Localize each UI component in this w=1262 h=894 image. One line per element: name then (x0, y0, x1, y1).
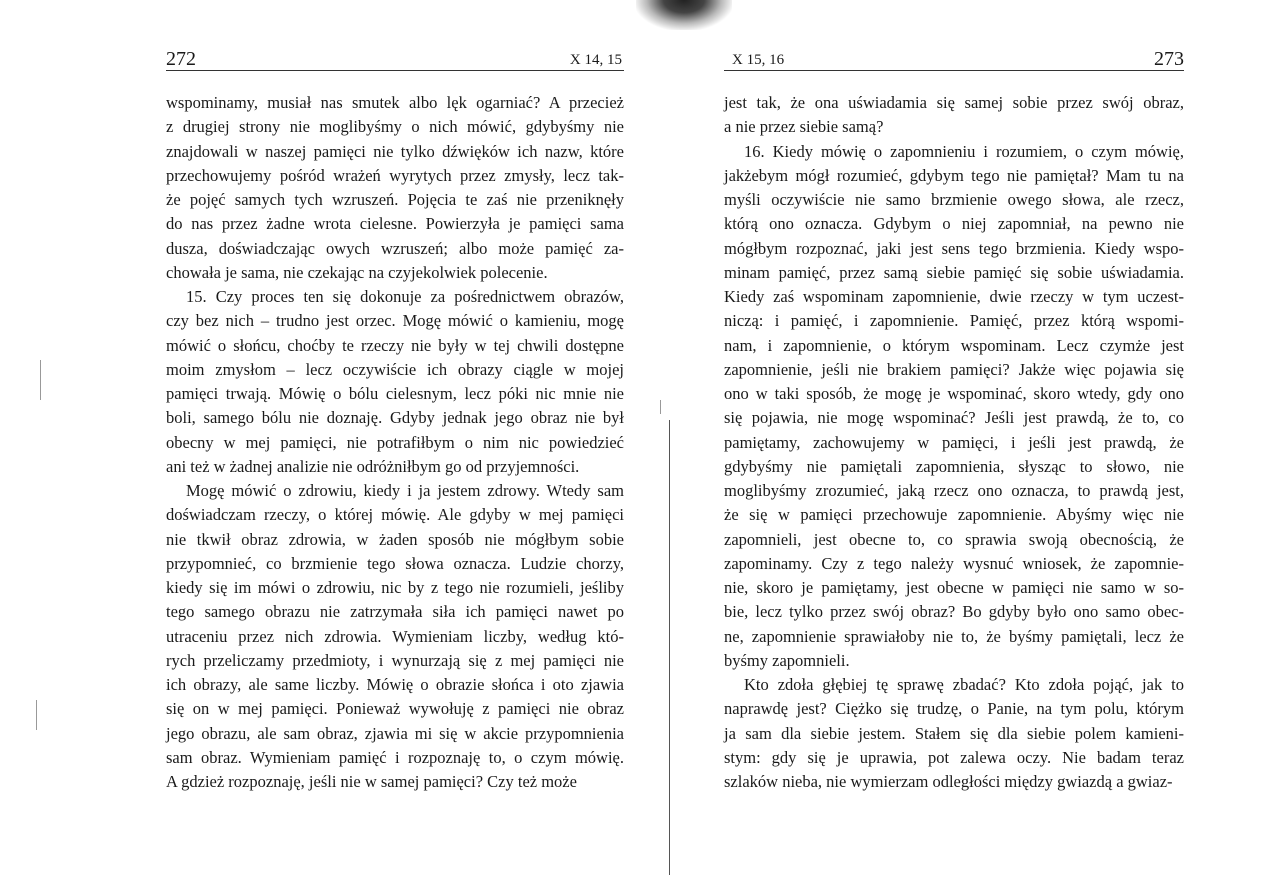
text-line: jest tak, że ona uświadamia się samej sobie przez swój obraz, (724, 93, 1184, 112)
right-page-text (724, 91, 1184, 794)
text-line: 16. Kiedy mówię o zapomnieniu i rozumiem, o czym mówię, (744, 141, 1184, 161)
text-line: chowała je sama, nie czekając na czyjekolwiek polecenie. (166, 262, 548, 282)
header-rule (724, 70, 1184, 71)
running-head: X 15, 16 (732, 52, 785, 68)
text-line: że pojęć samych tych wzruszeń. Pojęcia te zaś nie przeniknęły (166, 190, 624, 209)
text-line: zapomnieli, jest obecne to, co sprawia swoją obecnością, że (724, 529, 1184, 549)
text-line: nie tkwił obraz zdrowia, w żaden sposób nie mógłbym sobie (166, 529, 624, 549)
text-line: mówić o słońcu, choćby te rzeczy nie były w tej chwili dostępne (166, 335, 624, 355)
text-line: Kto zdoła głębiej tę sprawę zbadać? Kto zdoła pojąć, jak to (744, 675, 1184, 694)
text-line: zapomnienie, jeśli nie brakiem pamięci? Jakże więc pojawia się (724, 359, 1184, 379)
text-line: nam, i zapomnienie, o którym wspominam. Lecz czymże jest (724, 335, 1184, 355)
text-line: z drugiej strony nie moglibyśmy o nich mówić, gdybyśmy nie (166, 117, 624, 137)
scan-gutter-shadow (636, 0, 732, 30)
text-line: byśmy zapomnieli. (724, 650, 850, 670)
text-line: ono w taki sposób, że mogę je wspominać, skoro wtedy, gdy ono (724, 384, 1184, 403)
scan-speck (660, 400, 661, 414)
text-line: mógłbym rozpoznać, jaki jest sens tego brzmienia. Kiedy wspo- (724, 238, 1184, 258)
text-line: sam obraz. Wymieniam pamięć i rozpoznaję to, o czym mówię. (166, 747, 624, 767)
page-number: 273 (1154, 48, 1184, 70)
text-line: A gdzież rozpoznaję, jeśli nie w samej pamięci? Czy też może (166, 772, 577, 791)
text-line: do nas przez żadne wrota cielesne. Powierzyła je pamięci sama (166, 214, 624, 234)
text-line: jego obrazu, ale sam obraz, zjawia mi się w akcie przypomnienia (166, 723, 624, 743)
text-line: pamięci trwają. Mówię o bólu cielesnym, lecz póki nic mnie nie (166, 384, 624, 403)
text-line: nie, skoro je pamiętamy, jest obecne w pamięci nie samo w so- (724, 578, 1184, 597)
left-page-header (166, 48, 624, 72)
text-line: przechowujemy pośród wrażeń wyrytych przez zmysły, lecz tak- (166, 165, 624, 185)
text-line: ja sam dla siebie jestem. Stałem się dla siebie polem kamieni- (724, 723, 1184, 743)
text-line: że się w pamięci przechowuje zapomnienie. Abyśmy więc nie (724, 505, 1184, 525)
text-line: stym: gdy się je uprawia, pot zalewa oczy. Nie badam teraz (724, 747, 1184, 767)
page-number: 272 (166, 48, 196, 70)
text-line: szlaków nieba, nie wymierzam odległości między gwiazdą a gwiaz- (724, 772, 1173, 791)
text-line: przypomnieć, co brzmienie tego słowa oznacza. Ludzie chorzy, (166, 553, 624, 573)
text-line: moglibyśmy zrozumieć, jaką rzecz ono oznacza, to prawdą jest, (724, 481, 1184, 500)
right-page-header (724, 48, 1184, 72)
text-line: tego samego obrazu nie zatrzymała siła ich pamięci nawet po (166, 602, 624, 622)
text-line: ani też w żadnej analizie nie odróżniłbym go od przyjemności. (166, 456, 580, 476)
text-line: niczą: i pamięć, i zapomnienie. Pamięć, przez którą wspomi- (724, 311, 1184, 331)
text-line: jakżebym mógł rozumieć, gdybym tego nie pamiętał? Mam tu na (724, 165, 1184, 185)
left-page-text (166, 91, 624, 794)
text-line: ich obrazy, ale same liczby. Mówię o obrazie słońca i oto zjawia (166, 675, 624, 694)
text-line: gdybyśmy nie pamiętali zapomnienia, słysząc to słowo, nie (724, 456, 1184, 476)
text-line: którą ono oznacza. Gdybym o niej zapomniał, na pewno nie (724, 214, 1184, 234)
text-line: Mogę mówić o zdrowiu, kiedy i ja jestem zdrowy. Wtedy sam (186, 481, 624, 500)
text-line: a nie przez siebie samą? (724, 117, 884, 137)
text-line: naprawdę jest? Ciężko się trudzę, o Panie, na tym polu, którym (724, 699, 1184, 719)
text-line: wspominamy, musiał nas smutek albo lęk ogarniać? A przecież (166, 93, 624, 112)
text-line: dusza, doświadczając owych wzruszeń; albo może pamięć za- (166, 238, 624, 258)
text-line: kiedy się im mówi o zdrowiu, nic by z tego nie rozumieli, jeśliby (166, 578, 624, 597)
scan-gutter-line (669, 420, 670, 875)
text-line: pamiętamy, zachowujemy w pamięci, i jeśli jest prawdą, że (724, 432, 1184, 452)
text-line: ne, zapomnienie sprawiałoby nie to, że byśmy pamiętali, lecz że (724, 626, 1184, 646)
text-line: 15. Czy proces ten się dokonuje za pośrednictwem obrazów, (186, 287, 624, 306)
text-line: moim zmysłom – lecz oczywiście ich obrazy ciągle w mojej (166, 359, 624, 379)
text-line: obecny w mej pamięci, nie potrafiłbym o nim nic powiedzieć (166, 432, 624, 452)
header-rule (166, 70, 624, 71)
scan-speck (36, 700, 37, 730)
text-line: zapominamy. Czy z tego należy wysnuć wniosek, że zapomnie- (724, 553, 1184, 573)
scan-speck (40, 360, 41, 400)
text-line: czy bez nich – trudno jest orzec. Mogę mówić o kamieniu, mogę (166, 311, 624, 331)
text-line: minam pamięć, przez samą siebie pamięć się sobie uświadamia. (724, 262, 1184, 282)
text-line: boli, samego bólu nie doznaję. Gdyby jednak jego obraz nie był (166, 408, 624, 428)
text-line: się on w mej pamięci. Ponieważ wywołuję z pamięci nie obraz (166, 699, 624, 719)
text-line: rych przeliczamy przedmioty, i wynurzają się z mej pamięci nie (166, 650, 624, 670)
text-line: Kiedy zaś wspominam zapomnienie, dwie rzeczy w tym uczest- (724, 287, 1184, 306)
text-line: bie, lecz tylko przez swój obraz? Bo gdyby było ono samo obec- (724, 602, 1184, 622)
text-line: myśli oczywiście nie samo brzmienie owego słowa, ale rzecz, (724, 190, 1184, 209)
text-line: znajdowali w naszej pamięci nie tylko dźwięków ich nazw, które (166, 141, 624, 161)
text-line: doświadczam rzeczy, o której mówię. Ale gdyby w mej pamięci (166, 505, 624, 525)
right-page (650, 0, 1262, 894)
text-line: utraceniu przez nich zdrowia. Wymieniam liczby, według któ- (166, 626, 624, 646)
text-line: się pojawia, nie mogę wspominać? Jeśli jest prawdą, że to, co (724, 408, 1184, 428)
running-head: X 14, 15 (569, 52, 622, 68)
